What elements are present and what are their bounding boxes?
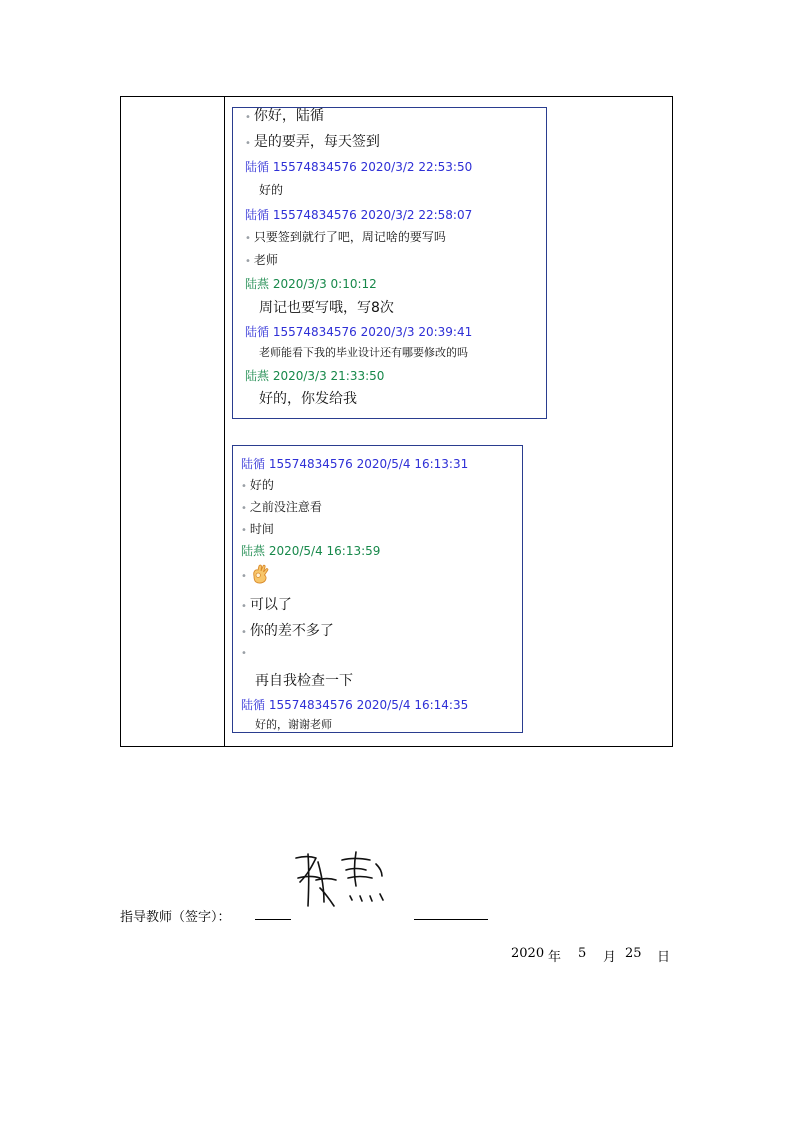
- message-text: 老师能看下我的毕业设计还有哪要修改的吗: [259, 346, 468, 359]
- date-year-unit: 年: [548, 950, 562, 965]
- ok-hand-emoji-icon: [250, 563, 270, 585]
- message-text: 是的要弄，每天签到: [253, 134, 380, 150]
- message-header: [241, 542, 380, 559]
- chat-message: [245, 131, 380, 151]
- chat-message: [255, 670, 353, 690]
- chat-message: [255, 716, 332, 732]
- chat-message: [259, 297, 394, 317]
- chat-screenshot-1: [232, 107, 547, 419]
- message-text: 好的: [249, 478, 274, 492]
- message-text: 好的，你发给我: [259, 391, 357, 407]
- chat-screenshot-2: [232, 445, 523, 733]
- chat-message: [241, 476, 274, 493]
- message-header-text: 陆循 15574834576 2020/3/3 20:39:41: [245, 325, 473, 339]
- chat-message: [259, 181, 283, 198]
- message-text: 好的，谢谢老师: [255, 718, 332, 731]
- message-text: 你好，陆循: [253, 108, 324, 124]
- date-month: 5: [578, 946, 587, 961]
- handwritten-signature: [290, 848, 398, 914]
- message-text: 之前没注意看: [249, 500, 322, 514]
- signature-label: 指导教师（签字）：: [120, 910, 231, 925]
- chat-message: [259, 344, 468, 360]
- chat-message: [259, 388, 357, 408]
- message-text: 老师: [253, 253, 278, 267]
- message-header: [245, 275, 377, 292]
- message-header-text: 陆循 15574834576 2020/5/4 16:13:31: [241, 457, 469, 471]
- date-year: 2020: [511, 946, 545, 961]
- bullet-icon: •: [241, 525, 247, 536]
- chat-message: [245, 107, 324, 125]
- bullet-icon: •: [245, 138, 251, 149]
- message-text: 好的: [259, 183, 284, 197]
- bullet-icon: •: [245, 112, 251, 123]
- message-header-text: 陆循 15574834576 2020/3/2 22:58:07: [245, 208, 473, 222]
- date-month-unit: 月: [603, 950, 617, 965]
- message-header: [241, 696, 468, 713]
- bullet-icon: •: [245, 233, 251, 244]
- message-text: 只要签到就行了吧，周记啥的要写吗: [253, 230, 446, 244]
- chat-message: [241, 620, 334, 640]
- bullet-icon: •: [241, 648, 247, 659]
- message-header: [245, 367, 384, 384]
- signature-underline-right: [414, 919, 488, 920]
- chat-message: [245, 228, 446, 245]
- message-text: 再自我检查一下: [255, 673, 353, 689]
- emoji-message: [241, 563, 270, 585]
- message-header: [241, 455, 468, 472]
- date-day-unit: 日: [657, 950, 671, 965]
- chat-message: [241, 594, 292, 614]
- chat-message: [241, 644, 250, 660]
- bullet-icon: •: [241, 481, 247, 492]
- bullet-icon: •: [241, 503, 247, 514]
- date-day: 25: [625, 946, 642, 961]
- message-header: [245, 323, 472, 340]
- signature-underline-left: [255, 919, 291, 920]
- message-header-text: 陆循 15574834576 2020/5/4 16:14:35: [241, 698, 469, 712]
- chat-message: [241, 498, 322, 515]
- message-header-text: 陆燕 2020/3/3 21:33:50: [245, 369, 385, 383]
- message-header-text: 陆循 15574834576 2020/3/2 22:53:50: [245, 160, 473, 174]
- message-text: 周记也要写哦，写8次: [259, 300, 394, 316]
- bullet-icon: •: [245, 256, 251, 267]
- bullet-icon: •: [241, 627, 247, 638]
- message-header: [245, 206, 472, 223]
- message-header: [245, 158, 472, 175]
- chat-message: [245, 251, 278, 268]
- bullet-icon: •: [241, 570, 247, 582]
- column-divider: [224, 97, 225, 746]
- message-header-text: 陆燕 2020/3/3 0:10:12: [245, 277, 377, 291]
- message-text: 时间: [249, 522, 274, 536]
- message-text: 你的差不多了: [249, 623, 334, 639]
- outer-table: [120, 96, 673, 747]
- chat-message: [241, 520, 274, 537]
- message-header-text: 陆燕 2020/5/4 16:13:59: [241, 544, 381, 558]
- bullet-icon: •: [241, 601, 247, 612]
- message-text: 可以了: [249, 597, 292, 613]
